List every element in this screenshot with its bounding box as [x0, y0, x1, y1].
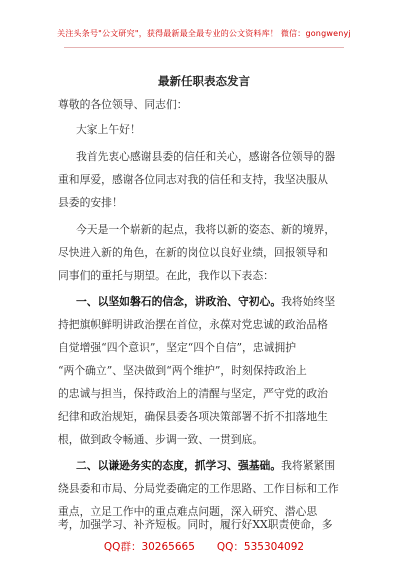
document-title: 最新任职表态发言 — [158, 74, 250, 88]
paragraph-line: 持把旗帜鲜明讲政治摆在首位，永葆对党忠诚的政治品格 — [58, 318, 328, 331]
header-notice: 关注头条号"公文研究"，获得最新最全最专业的公文资料库！ 微信：gongwenyj — [57, 29, 351, 38]
footer-qq-group: QQ群：30265665 — [103, 541, 195, 553]
section-one-text: 我将始终坚 — [281, 295, 336, 308]
paragraph-line: 县委的安排！ — [58, 196, 123, 209]
paragraph-line: 自觉增强“四个意识”，坚定“四个自信”，忠诚拥护 — [58, 341, 297, 354]
footer-contacts — [0, 539, 408, 554]
paragraph-line: 同事们的重托与期望。在此，我作以下表态： — [58, 269, 274, 282]
paragraph-line: 考，加强学习、补齐短板。同时，履行好XX职责使命，多 — [58, 518, 333, 531]
header-divider — [64, 47, 344, 48]
footer-qq: QQ：535304092 — [216, 541, 305, 553]
paragraph-line: 我首先衷心感谢县委的信任和关心，感谢各位领导的器 — [76, 150, 336, 163]
paragraph-line: 重和厚爱，感谢各位同志对我的信任和支持，我坚决服从 — [58, 173, 328, 186]
paragraph-line: 尽快进入新的角色，在新的岗位以良好业绩，回报领导和 — [58, 246, 328, 259]
paragraph-line: 重点，立足工作中的重点难点问题，深入研究、潜心思 — [58, 505, 318, 518]
greeting: 大家上午好！ — [76, 123, 141, 136]
paragraph-line: 绕县委和市局、分局党委确定的工作思路、工作目标和工作 — [58, 482, 339, 495]
salutation: 尊敬的各位领导、同志们： — [58, 98, 188, 111]
paragraph-line: “两个确立”、坚决做到“两个维护”，时刻保持政治上 — [58, 364, 307, 377]
section-two-line — [76, 459, 358, 473]
section-one-line — [76, 295, 358, 309]
section-one-heading: 一、以坚如磐石的信念，讲政治、守初心。 — [76, 295, 282, 308]
paragraph-line: 今天是一个崭新的起点，我将以新的姿态、新的境界， — [76, 223, 336, 236]
paragraph-line: 纪律和政治规矩，确保县委各项决策部署不折不扣落地生 — [58, 410, 328, 423]
section-two-text: 我将紧紧围 — [281, 459, 336, 472]
paragraph-line: 的忠诚与担当，保持政治上的清醒与坚定，严守党的政治 — [58, 387, 328, 400]
paragraph-line: 根，做到政令畅通、步调一致、一贯到底。 — [58, 433, 264, 446]
section-two-heading: 二、以谦逊务实的态度，抓学习、强基础。 — [76, 459, 282, 472]
